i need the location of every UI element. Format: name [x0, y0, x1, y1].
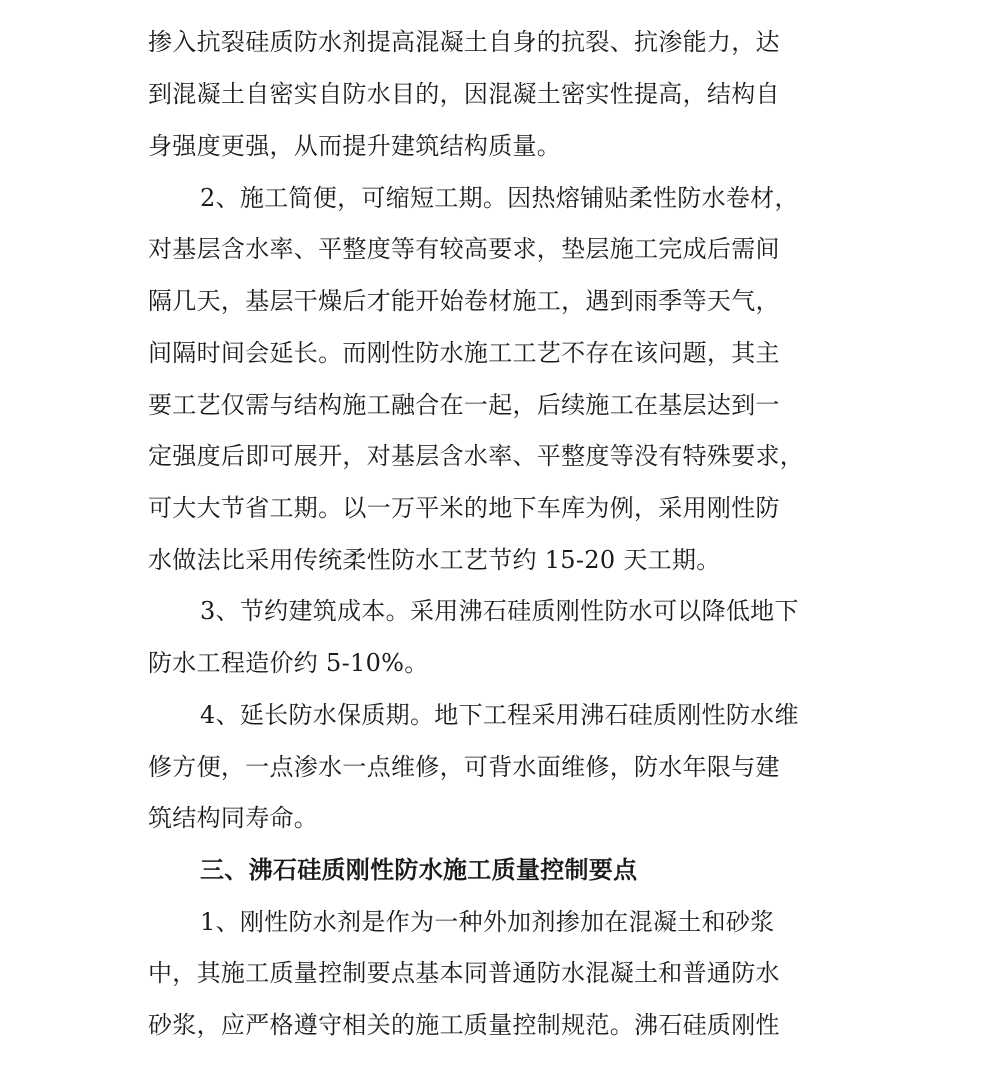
- text-line-1: 掺入抗裂硅质防水剂提高混凝土自身的抗裂、抗渗能力，达: [148, 28, 780, 56]
- text-line-16: 筑结构同寿命。: [148, 804, 319, 832]
- text-line-19: 中，其施工质量控制要点基本同普通防水混凝土和普通防水: [148, 959, 780, 987]
- text-line-10: 可大大节省工期。以一万平米的地下车库为例，采用刚性防: [148, 494, 780, 522]
- text-line-2: 到混凝土自密实自防水目的，因混凝土密实性提高，结构自: [148, 80, 780, 108]
- text-line-15: 修方便，一点渗水一点维修，可背水面维修，防水年限与建: [148, 753, 780, 781]
- text-line-11: 水做法比采用传统柔性防水工艺节约 15-20 天工期。: [148, 546, 721, 574]
- text-line-3: 身强度更强，从而提升建筑结构质量。: [148, 132, 562, 160]
- text-line-8: 要工艺仅需与结构施工融合在一起，后续施工在基层达到一: [148, 391, 780, 419]
- item-3-first-line: 3、节约建筑成本。采用沸石硅质刚性防水可以降低地下: [200, 597, 799, 625]
- item-4-first-line: 4、延长防水保质期。地下工程采用沸石硅质刚性防水维: [200, 701, 799, 729]
- text-line-7: 间隔时间会延长。而刚性防水施工工艺不存在该问题，其主: [148, 339, 780, 367]
- item-1-first-line: 1、刚性防水剂是作为一种外加剂掺加在混凝土和砂浆: [200, 908, 775, 936]
- text-line-9: 定强度后即可展开，对基层含水率、平整度等没有特殊要求，: [148, 442, 805, 470]
- text-line-5: 对基层含水率、平整度等有较高要求，垫层施工完成后需间: [148, 235, 780, 263]
- text-line-6: 隔几天，基层干燥后才能开始卷材施工，遇到雨季等天气，: [148, 287, 780, 315]
- text-line-13: 防水工程造价约 5-10%。: [148, 649, 429, 677]
- item-2-first-line: 2、施工简便，可缩短工期。因热熔铺贴柔性防水卷材，: [200, 184, 799, 212]
- text-line-20: 砂浆，应严格遵守相关的施工质量控制规范。沸石硅质刚性: [148, 1011, 780, 1039]
- section-heading: 三、沸石硅质刚性防水施工质量控制要点: [200, 856, 638, 884]
